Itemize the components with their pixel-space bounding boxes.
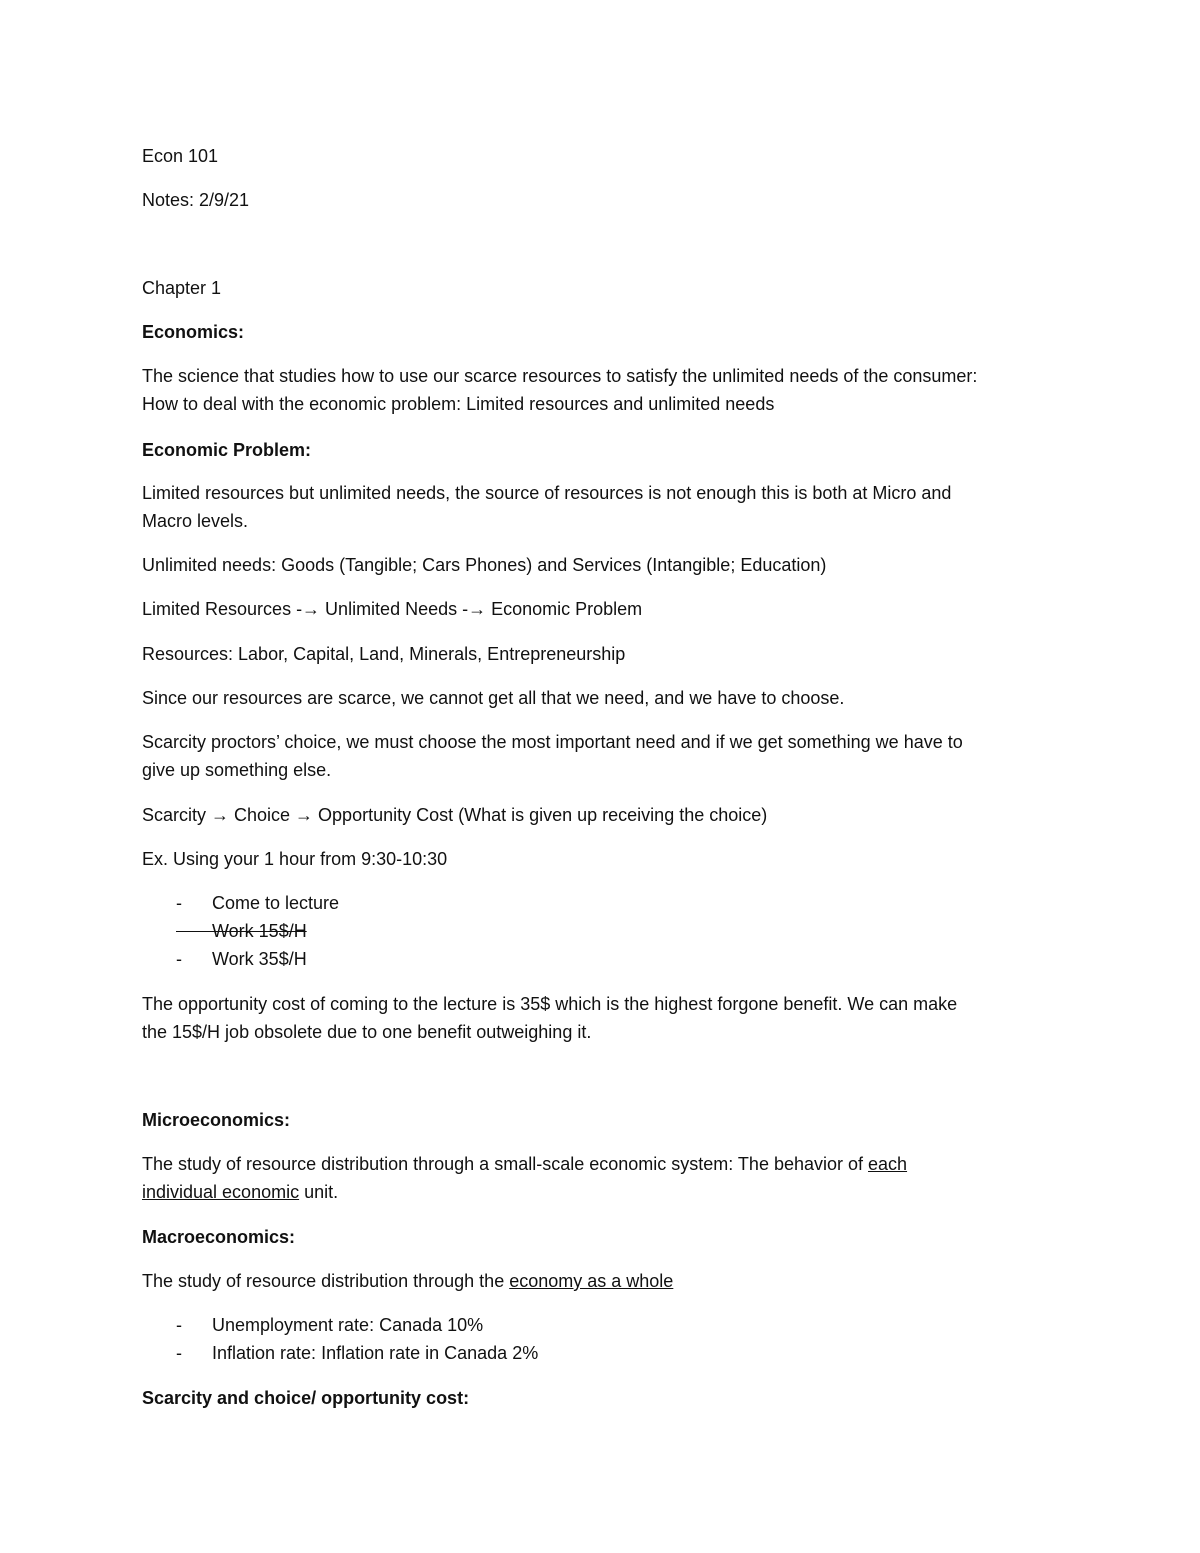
inflation-item: Inflation rate: Inflation rate in Canada 2%	[212, 1343, 539, 1363]
opportunity-cost-line-1: The opportunity cost of coming to the lecture is 35$ which is the highest forgone benefit. We can make	[142, 994, 958, 1014]
microeconomics-line-2	[142, 1178, 338, 1206]
option-lecture: Come to lecture	[212, 893, 340, 913]
economic-problem-line-1: Limited resources but unlimited needs, the source of resources is not enough this is both at Micro and	[142, 483, 952, 503]
list-dash: -	[176, 893, 182, 913]
macro-underlined-text: economy as a whole	[509, 1271, 674, 1291]
economics-heading: Economics:	[142, 322, 245, 342]
option-work-15: Work 15$/H	[212, 921, 307, 941]
micro-text: unit.	[299, 1182, 339, 1202]
option-work-35: Work 35$/H	[212, 949, 307, 969]
economics-definition-line-2: How to deal with the economic problem: Limited resources and unlimited needs	[142, 394, 775, 414]
microeconomics-heading: Microeconomics:	[142, 1110, 291, 1130]
course-title: Econ 101	[142, 146, 219, 166]
limited-resources-flow: Limited Resources -→ Unlimited Needs -→ Economic Problem	[142, 599, 643, 619]
resources-list: Resources: Labor, Capital, Land, Minerals, Entrepreneurship	[142, 644, 626, 664]
micro-underlined-text: each	[868, 1154, 908, 1174]
list-dash: -	[176, 949, 182, 969]
scarce-resources-line: Since our resources are scarce, we cannot get all that we need, and we have to choose.	[142, 688, 845, 708]
scarcity-choice-line-1: Scarcity proctors’ choice, we must choose the most important need and if we get something we have to	[142, 732, 963, 752]
macro-text: The study of resource distribution through the	[142, 1271, 510, 1291]
macroeconomics-heading: Macroeconomics:	[142, 1227, 296, 1247]
notes-date: Notes: 2/9/21	[142, 190, 250, 210]
list-dash: -	[176, 1343, 182, 1363]
example-line: Ex. Using your 1 hour from 9:30-10:30	[142, 849, 448, 869]
scarcity-flow: Scarcity → Choice → Opportunity Cost (What is given up receiving the choice)	[142, 805, 768, 825]
strikethrough-dash	[176, 931, 212, 932]
micro-text: The study of resource distribution through a small-scale economic system: The behavior of	[142, 1154, 869, 1174]
micro-underlined-text: individual economic	[142, 1182, 300, 1202]
unemployment-item: Unemployment rate: Canada 10%	[212, 1315, 484, 1335]
macroeconomics-line	[142, 1267, 673, 1295]
chapter-label: Chapter 1	[142, 278, 222, 298]
scarcity-choice-heading: Scarcity and choice/ opportunity cost:	[142, 1388, 470, 1408]
scarcity-choice-line-2: give up something else.	[142, 760, 332, 780]
economic-problem-heading: Economic Problem:	[142, 440, 312, 460]
microeconomics-line-1	[142, 1150, 907, 1178]
opportunity-cost-line-2: the 15$/H job obsolete due to one benefit outweighing it.	[142, 1022, 592, 1042]
economic-problem-line-2: Macro levels.	[142, 511, 249, 531]
unlimited-needs-line: Unlimited needs: Goods (Tangible; Cars Phones) and Services (Intangible; Education)	[142, 555, 827, 575]
list-dash: -	[176, 1315, 182, 1335]
economics-definition-line-1: The science that studies how to use our scarce resources to satisfy the unlimited needs of the consumer:	[142, 366, 978, 386]
